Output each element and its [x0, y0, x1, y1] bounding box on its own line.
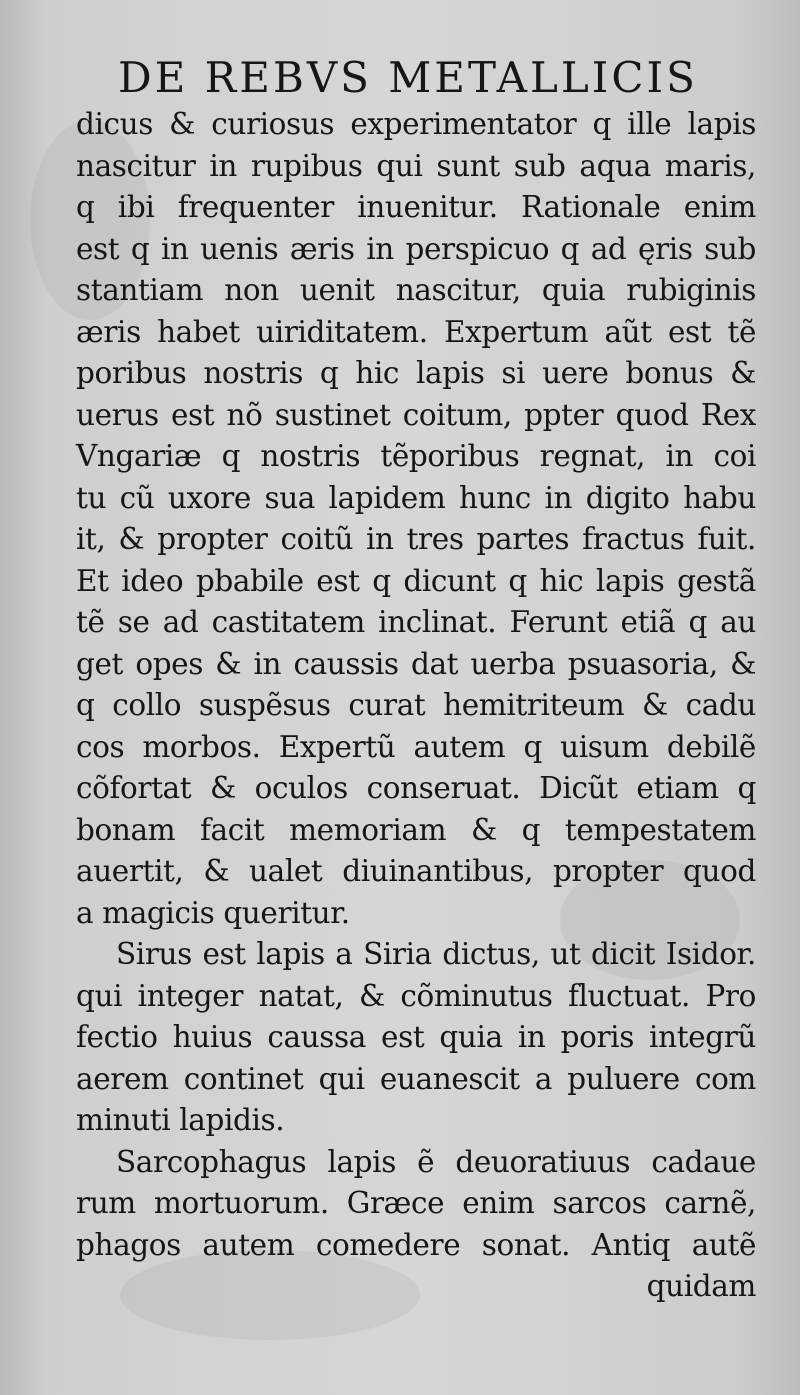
text-line: dicus & curiosus experimentator q ille lapis	[76, 107, 756, 141]
text-line: nascitur in rupibus qui sunt sub aqua maris,	[76, 148, 756, 183]
text-line: stantiam non uenit nascitur, quia rubiginis	[76, 273, 756, 307]
text-line: æris habet uiriditatem. Expertum aũt est tẽ	[76, 314, 756, 349]
text-line: poribus nostris q hic lapis si uere bonus &	[76, 356, 756, 390]
text-line: Et ideo pbabile est q dicunt q hic lapis gestã	[76, 563, 756, 598]
text-line: cos morbos. Expertũ autem q uisum debilẽ	[76, 729, 756, 764]
text-line: rum mortuorum. Græce enim sarcos carnẽ,	[76, 1186, 756, 1220]
running-header: DE REBVS METALLICIS	[118, 53, 698, 102]
paragraph-start-line: Sirus est lapis a Siria dictus, ut dicit Isidor.	[116, 937, 756, 971]
text-line: est q in uenis æris in perspicuo q ad ęris sub	[76, 231, 756, 266]
text-line: fectio huius caussa est quia in poris integrũ	[76, 1020, 756, 1054]
text-line: Vngariæ q nostris tẽporibus regnat, in coi	[76, 439, 756, 473]
text-line: phagos autem comedere sonat. Antiq autẽ	[76, 1227, 756, 1262]
text-line: tu cũ uxore sua lapidem hunc in digito habu	[76, 480, 756, 515]
text-line: q collo suspẽsus curat hemitriteum & cadu	[76, 688, 756, 722]
text-line: it, & propter coitũ in tres partes fractus fuit.	[76, 522, 756, 556]
text-line: qui integer natat, & cõminutus fluctuat. Pro	[76, 978, 756, 1013]
text-line: minuti lapidis.	[76, 1103, 285, 1137]
catchword: quidam	[646, 1269, 756, 1303]
body-text	[76, 104, 756, 1308]
text-line: auertit, & ualet diuinantibus, propter quod	[76, 854, 756, 888]
text-line: cõfortat & oculos conseruat. Dicũt etiam q	[76, 771, 756, 805]
text-line: get opes & in caussis dat uerba psuasoria, &	[76, 646, 756, 681]
text-line: a magicis queritur.	[76, 895, 350, 930]
text-line: q ibi frequenter inuenitur. Rationale enim	[76, 190, 756, 224]
text-line: tẽ se ad castitatem inclinat. Ferunt etiã q au	[76, 605, 756, 639]
text-line: aerem continet qui euanescit a puluere com	[76, 1061, 756, 1096]
text-line: bonam facit memoriam & q tempestatem	[76, 812, 756, 847]
text-line: uerus est nõ sustinet coitum, ppter quod Rex	[76, 397, 756, 432]
paragraph-start-line: Sarcophagus lapis ẽ deuoratiuus cadaue	[116, 1144, 756, 1179]
